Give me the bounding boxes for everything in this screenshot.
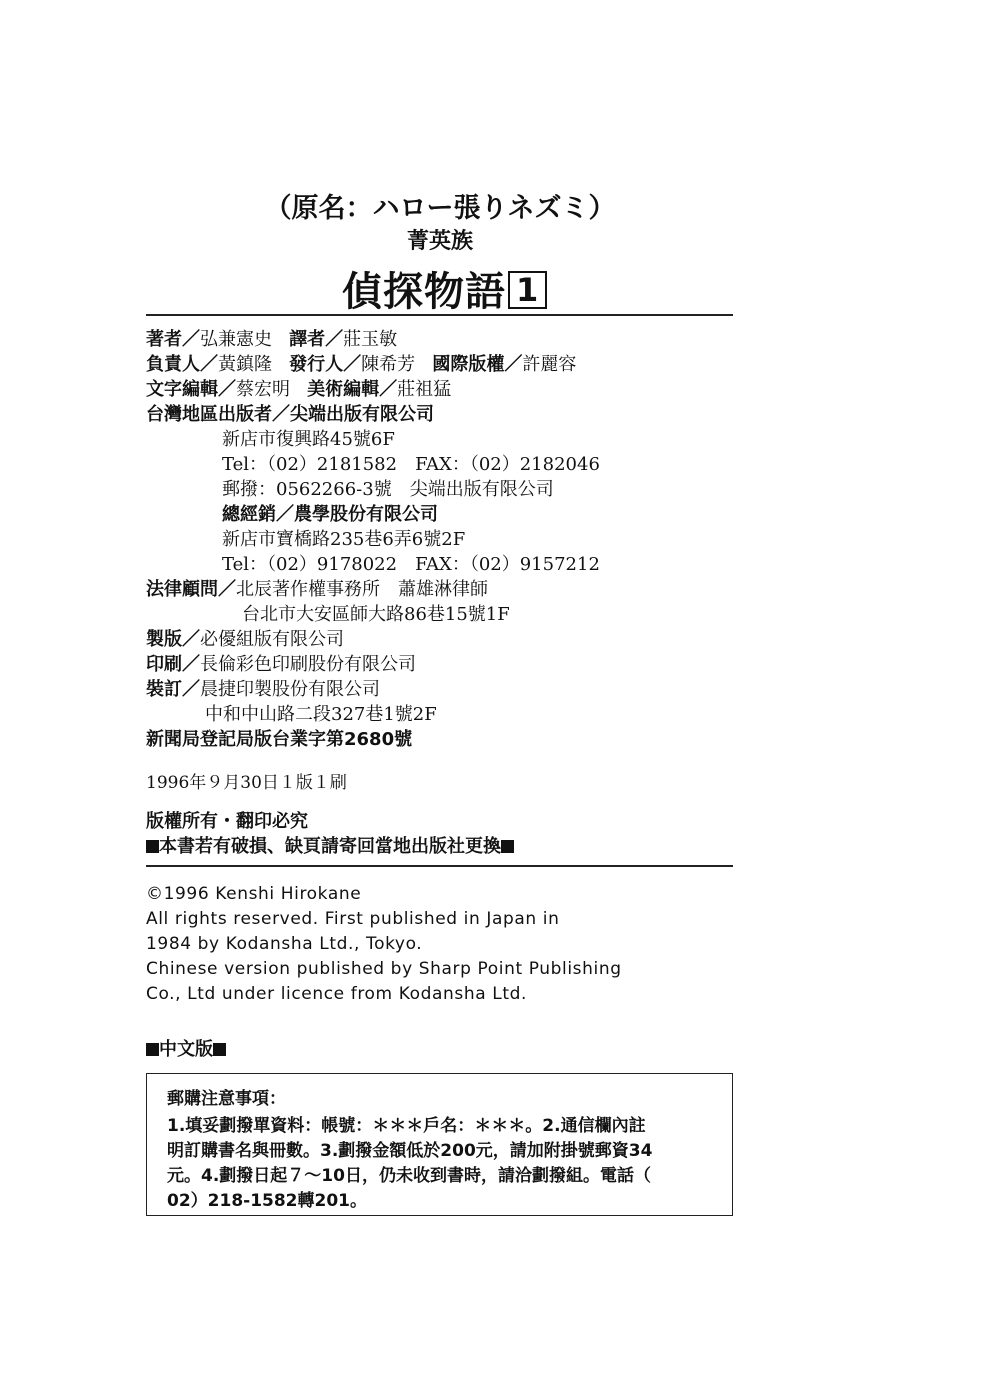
binding-value: 晨捷印製股份有限公司 [200,679,380,700]
translator-name: 莊玉敏 [343,329,398,350]
plate-label: 製版／ [146,629,200,650]
square-bullet-icon [146,840,159,853]
art-editor-name: 莊祖猛 [397,379,452,400]
text-editor-name: 蔡宏明 [236,379,290,400]
english-line-4: Co., Ltd under licence from Kodansha Ltd. [146,984,527,1004]
credit-row-publisher [146,352,576,377]
plate-value: 必優組版有限公司 [200,629,344,650]
plate-row [146,627,344,652]
art-editor-label: 美術編輯／ [307,379,398,400]
original-title: （原名：ハロー張りネズミ） [264,193,616,224]
responsible-name: 黃鎮隆 [218,354,272,375]
registration-row: 新聞局登記局版台業字第2680號 [146,729,413,750]
legal-address: 台北市大安區師大路86巷15號1F [242,604,510,625]
chinese-edition-label [146,1035,226,1061]
legal-row [146,577,488,602]
volume-number: 1 [508,271,547,309]
middle-divider [146,865,733,867]
author-name: 弘兼憲史 [200,329,272,350]
notice-line-1: 1.填妥劃撥單資料：帳號：＊＊＊戶名：＊＊＊。2.通信欄內註 [167,1116,646,1136]
print-label: 印刷／ [146,654,200,675]
mail-order-notice-box [146,1073,733,1216]
publisher-postal: 郵撥：0562266-3號 尖端出版有限公司 [222,479,554,500]
credit-row-taiwan-publisher [146,402,434,427]
replacement-notice [146,832,514,858]
print-row [146,652,416,677]
print-value: 長倫彩色印刷股份有限公司 [200,654,416,675]
binding-row [146,677,380,702]
legal-value: 北辰著作權事務所 蕭雄淋律師 [236,579,488,600]
credit-row-author [146,327,397,352]
issuer-label: 發行人／ [289,354,362,375]
square-bullet-icon [146,1043,159,1056]
distributor-tel: Tel：（02）9178022 FAX：（02）9157212 [222,554,600,575]
translator-label: 譯者／ [289,329,344,350]
english-line-2: 1984 by Kodansha Ltd., Tokyo. [146,934,423,954]
edition-date: 1996年９月30日１版１刷 [146,773,347,793]
distributor-label: 總經銷／農學股份有限公司 [222,504,438,525]
chinese-edition-text: 中文版 [159,1039,213,1060]
square-bullet-icon [501,840,514,853]
replacement-notice-text: 本書若有破損、缺頁請寄回當地出版社更換 [159,836,501,857]
book-title [342,260,547,317]
text-editor-label: 文字編輯／ [146,379,236,400]
notice-line-3: 元。4.劃撥日起７～10日，仍未收到書時，請洽劃撥組。電話（ [167,1166,651,1186]
notice-line-2: 明訂購書名與冊數。3.劃撥金額低於200元，請加附掛號郵資34 [167,1141,653,1161]
english-line-3: Chinese version published by Sharp Point Publishing [146,959,622,979]
credit-row-editors [146,377,451,402]
notice-title: 郵購注意事項： [167,1089,286,1109]
author-label: 著者／ [146,329,200,350]
distributor-address: 新店市寶橋路235巷6弄6號2F [222,529,466,550]
copyright-line: ©1996 Kenshi Hirokane [146,884,362,904]
english-line-1: All rights reserved. First published in Japan in [146,909,560,929]
binding-label: 裝訂／ [146,679,200,700]
rights-reserved: 版權所有・翻印必究 [146,811,308,832]
top-divider [146,314,733,316]
publisher-tel: Tel：（02）2181582 FAX：（02）2182046 [222,454,600,475]
binding-address: 中和中山路二段327巷1號2F [205,704,437,725]
series-name: 菁英族 [406,229,473,254]
responsible-label: 負責人／ [146,354,218,375]
rights-name: 許麗容 [522,354,577,375]
notice-line-4: 02）218-1582轉201。 [167,1191,367,1211]
legal-label: 法律顧問／ [146,579,236,600]
issuer-name: 陳希芳 [361,354,416,375]
book-title-text: 偵探物語 [342,269,506,315]
taiwan-publisher: 台灣地區出版者／尖端出版有限公司 [146,404,434,425]
rights-label: 國際版權／ [432,354,523,375]
square-bullet-icon [213,1043,226,1056]
publisher-address: 新店市復興路45號6F [222,429,395,450]
